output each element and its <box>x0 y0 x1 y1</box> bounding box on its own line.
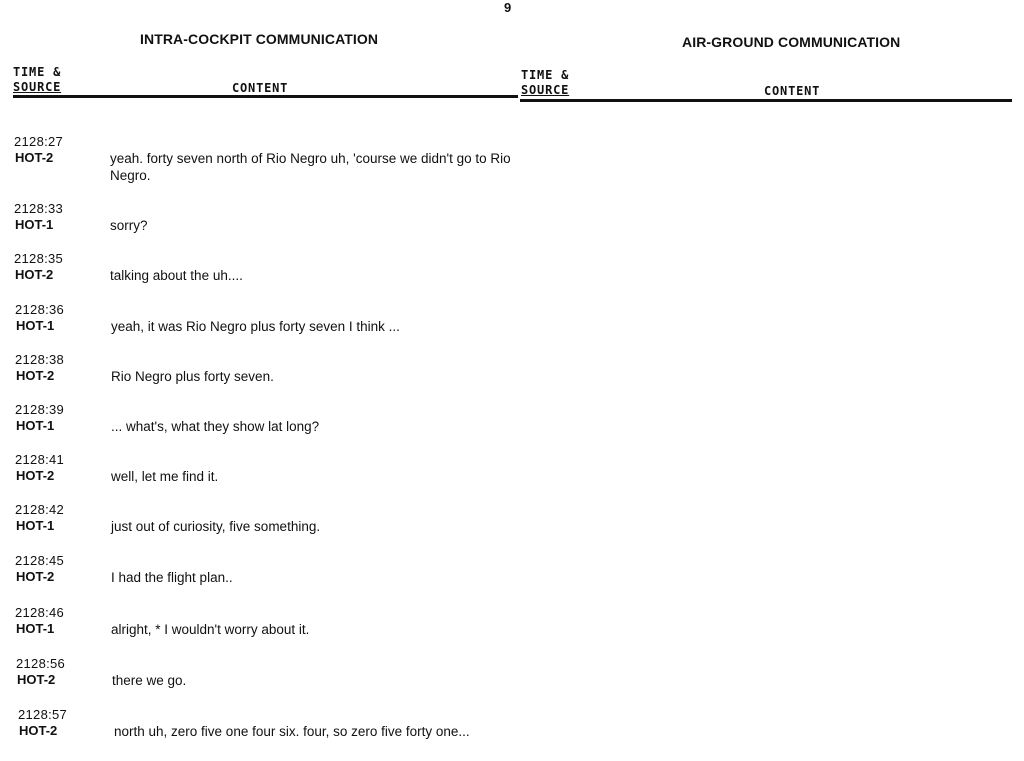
entry-time: 2128:35 <box>14 251 64 266</box>
entry-content: I had the flight plan.. <box>111 570 233 585</box>
entry-source: HOT-1 <box>16 621 55 636</box>
right-time-header: TIME & <box>521 68 570 82</box>
entry-source: HOT-1 <box>16 418 55 433</box>
entry-time: 2128:41 <box>15 452 65 467</box>
entry-source: HOT-1 <box>16 518 55 533</box>
entry-time: 2128:56 <box>16 656 66 671</box>
right-header-rule <box>520 99 1012 102</box>
entry-content: talking about the uh.... <box>110 268 243 283</box>
left-source-header: SOURCE <box>13 80 62 94</box>
entry-source: HOT-2 <box>16 468 55 483</box>
entry-source: HOT-2 <box>16 368 55 383</box>
entry-source: HOT-2 <box>19 723 58 738</box>
right-source-header: SOURCE <box>521 83 570 97</box>
left-content-header: CONTENT <box>232 81 289 95</box>
left-time-source-header <box>13 65 61 95</box>
entry-time: 2128:33 <box>14 201 64 216</box>
entry-source: HOT-1 <box>15 217 54 232</box>
entry-time: 2128:39 <box>15 402 65 417</box>
entry-time: 2128:46 <box>15 605 65 620</box>
entry-time: 2128:57 <box>18 707 68 722</box>
entry-content: there we go. <box>112 673 187 688</box>
entry-content: ... what's, what they show lat long? <box>111 419 320 434</box>
entry-source: HOT-2 <box>15 267 54 282</box>
entry-content: north uh, zero five one four six. four, so zero five forty one... <box>114 724 470 739</box>
left-header-rule <box>13 95 518 98</box>
entry-content: just out of curiosity, five something. <box>111 519 321 534</box>
entry-time: 2128:36 <box>15 302 65 317</box>
entry-content: Rio Negro plus forty seven. <box>111 369 274 384</box>
entry-time: 2128:27 <box>14 134 64 149</box>
entry-time: 2128:45 <box>15 553 65 568</box>
page-number: 9 <box>504 0 512 15</box>
intra-cockpit-title: INTRA-COCKPIT COMMUNICATION <box>140 31 379 47</box>
entry-content: well, let me find it. <box>111 469 219 484</box>
right-content-header: CONTENT <box>764 84 821 98</box>
entry-content: yeah. forty seven north of Rio Negro uh, 'course we didn't go to Rio Negro. <box>110 151 511 183</box>
entry-source: HOT-2 <box>15 150 54 165</box>
entry-time: 2128:42 <box>15 502 65 517</box>
entry-source: HOT-1 <box>16 318 55 333</box>
entry-time: 2128:38 <box>15 352 65 367</box>
entry-source: HOT-2 <box>16 569 55 584</box>
left-time-header: TIME & <box>13 65 62 79</box>
air-ground-title: AIR-GROUND COMMUNICATION <box>682 34 901 50</box>
entry-content: sorry? <box>110 218 148 233</box>
entry-source: HOT-2 <box>17 672 56 687</box>
right-time-source-header <box>521 68 569 98</box>
entry-content: yeah, it was Rio Negro plus forty seven I think ... <box>111 319 400 334</box>
entry-content: alright, * I wouldn't worry about it. <box>111 622 310 637</box>
